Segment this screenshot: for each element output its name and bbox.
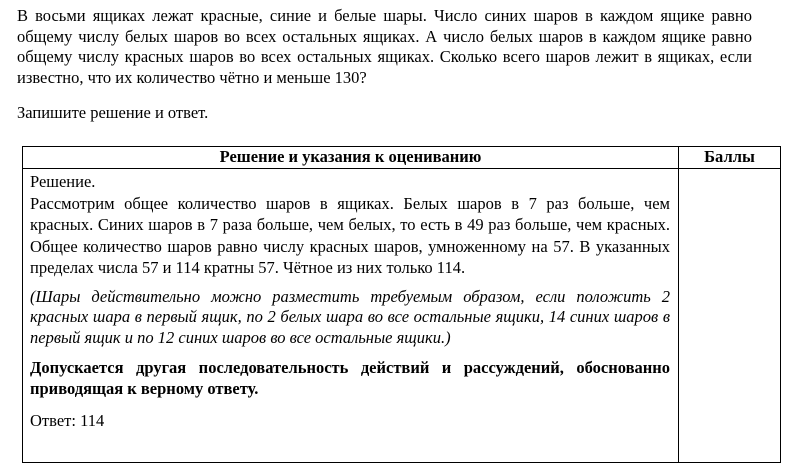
solution-body: Рассмотрим общее количество шаров в ящиках. Белых шаров в 7 раз больше, чем красных. Синих шаров в 7 раза больше, чем белых, то есть в 49 раз больше, чем красных. Общее количество шаров равно числу красных шаров, умноженному на 57. В указанных пределах числа 57 и 114 кратны 57. Чётное из них только 114. (30, 193, 670, 278)
table-header-row (23, 147, 781, 169)
table-row (23, 169, 781, 463)
problem-text: В восьми ящиках лежат красные, синие и белые шары. Число синих шаров в каждом ящике равно общему числу белых шаров во всех остальных ящиках. А число белых шаров в каждом ящике равно общему числу красных шаров во всех остальных ящиках. Сколько всего шаров лежит в ящиках, если известно, что их количество чётно и меньше 130? (17, 6, 752, 87)
points-cell (679, 169, 781, 463)
solution-note: (Шары действительно можно разместить требуемым образом, если положить 2 красных шара в первый ящик, по 2 белых шара во все остальные ящики, 14 синих шаров в первый ящик и по 12 синих шаров во все остальные ящики.) (30, 286, 670, 347)
solution-label: Решение. (30, 172, 96, 191)
header-points: Баллы (679, 147, 781, 169)
answer-text: Ответ: 114 (30, 411, 105, 431)
grading-table (22, 146, 781, 463)
header-solution: Решение и указания к оцениванию (23, 147, 679, 169)
instruction-text: Запишите решение и ответ. (17, 103, 209, 122)
solution-cell (23, 169, 679, 463)
grading-rule: Допускается другая последовательность действий и рассуждений, обоснованно приводящая к верному ответу. (30, 358, 670, 398)
